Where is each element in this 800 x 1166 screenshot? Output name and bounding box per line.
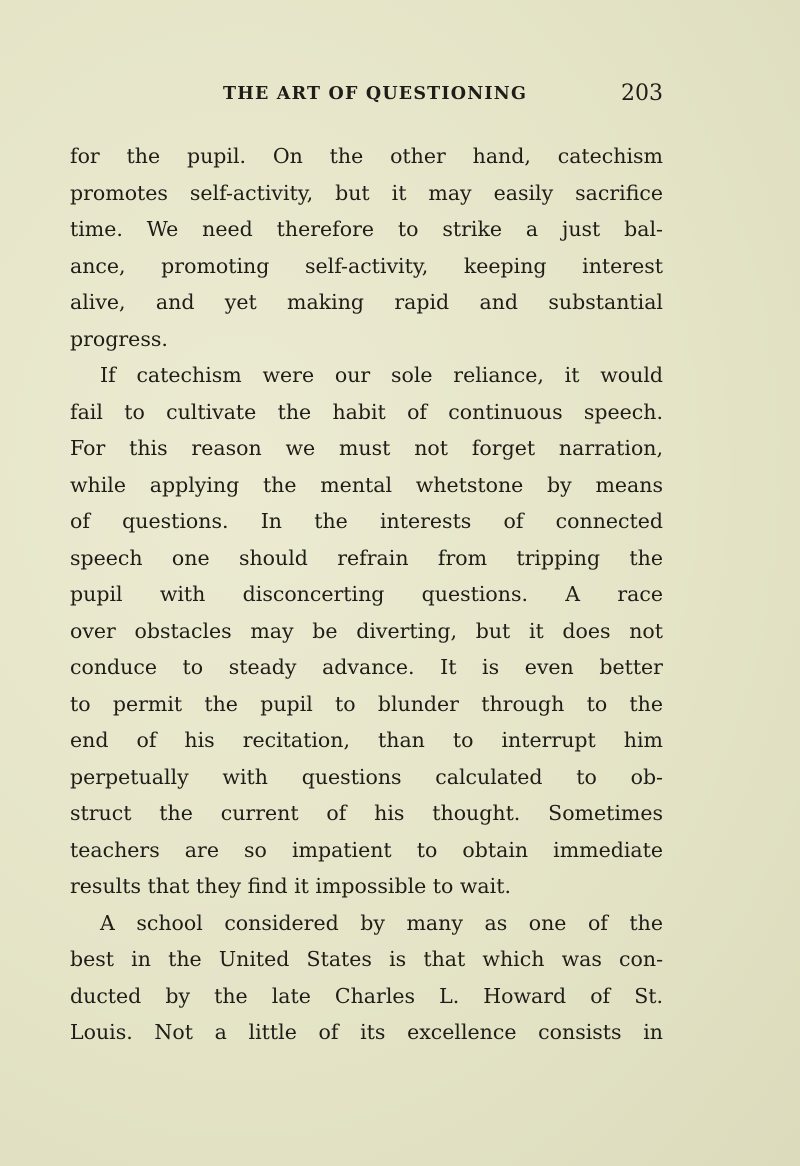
text-line: of questions. In the interests of connected bbox=[70, 509, 663, 533]
text-line: speech one should refrain from tripping the bbox=[70, 545, 663, 570]
text-line: struct the current of his thought. Sometimes bbox=[70, 801, 663, 825]
text-line: while applying the mental whetstone by means bbox=[70, 472, 663, 497]
text-line: time. We need therefore to strike a just bal- bbox=[70, 217, 663, 241]
text-line: For this reason we must not forget narration, bbox=[70, 436, 663, 460]
text-line: conduce to steady advance. It is even better bbox=[70, 655, 663, 679]
text-line: results that they find it impossible to wait. bbox=[70, 874, 511, 898]
text-line: teachers are so impatient to obtain immediate bbox=[70, 837, 663, 862]
text-line: best in the United States is that which was con- bbox=[70, 947, 663, 971]
text-line: perpetually with questions calculated to ob- bbox=[70, 764, 663, 789]
text-line: to permit the pupil to blunder through to the bbox=[70, 691, 663, 716]
text-line: If catechism were our sole reliance, it would bbox=[100, 363, 663, 387]
text-line: fail to cultivate the habit of continuous speech. bbox=[70, 399, 663, 424]
running-title: THE ART OF QUESTIONING bbox=[223, 84, 528, 104]
text-line: progress. bbox=[70, 326, 168, 351]
text-line: ance, promoting self-activity, keeping interest bbox=[70, 253, 663, 278]
text-line: ducted by the late Charles L. Howard of St. bbox=[70, 983, 663, 1008]
text-line: over obstacles may be diverting, but it does not bbox=[70, 618, 663, 643]
text-line: A school considered by many as one of the bbox=[100, 910, 663, 935]
text-line: Louis. Not a little of its excellence consists in bbox=[70, 1020, 663, 1044]
running-head bbox=[70, 81, 663, 114]
text-line: for the pupil. On the other hand, catechism bbox=[70, 144, 663, 168]
text-line: promotes self-activity, but it may easily sacrifice bbox=[70, 180, 663, 205]
body-text bbox=[70, 138, 663, 1051]
text-line: pupil with disconcerting questions. A race bbox=[70, 582, 663, 606]
text-line: alive, and yet making rapid and substantial bbox=[70, 290, 663, 314]
page-number: 203 bbox=[621, 81, 663, 106]
text-line: end of his recitation, than to interrupt him bbox=[70, 728, 663, 752]
